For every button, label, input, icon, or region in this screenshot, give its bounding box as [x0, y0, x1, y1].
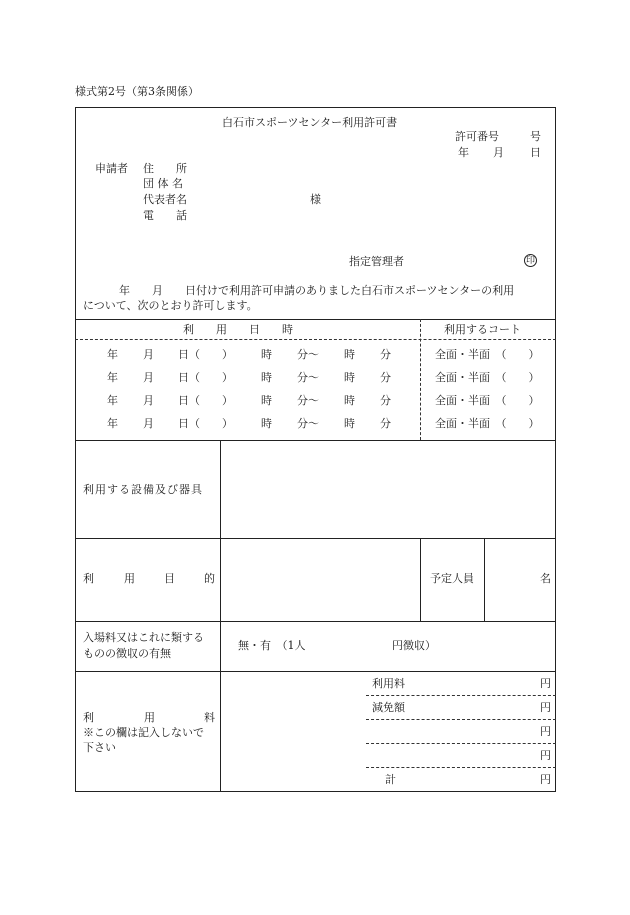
document-title: 白石市スポーツセンター利用許可書 — [222, 116, 398, 129]
schedule-year: 年 — [107, 348, 118, 361]
applicant-label: 申請者 — [95, 162, 128, 175]
divider — [75, 621, 556, 622]
intro-line-2: について、次のとおり許可します。 — [83, 299, 258, 312]
purpose-label-char: 目 — [164, 572, 175, 585]
schedule-start-minute: 分〜 — [297, 417, 319, 430]
divider — [75, 339, 556, 340]
schedule-month: 月 — [143, 394, 154, 407]
schedule-day: 日（ ） — [178, 417, 233, 430]
form-number-label: 様式第2号（第3条関係） — [75, 85, 199, 98]
schedule-month: 月 — [143, 348, 154, 361]
fee-row-unit: 円 — [540, 725, 551, 738]
divider — [366, 767, 556, 768]
schedule-court: 全面・半面 （ ） — [435, 394, 540, 407]
admission-value-tail: 円徴収） — [392, 639, 436, 652]
intro-line-1: 年 月 日付けで利用許可申請のありました白石市スポーツセンターの利用 — [119, 284, 515, 297]
fee-label-char: 料 — [204, 711, 215, 724]
divider — [420, 319, 421, 440]
divider — [366, 743, 556, 744]
divider — [366, 695, 556, 696]
fee-row-label: 減免額 — [372, 701, 405, 714]
fee-note-line-1: ※この欄は記入しないで — [83, 726, 204, 739]
schedule-start-minute: 分〜 — [297, 394, 319, 407]
schedule-start-hour: 時 — [261, 394, 272, 407]
schedule-start-minute: 分〜 — [297, 348, 319, 361]
divider — [366, 719, 556, 720]
schedule-datetime-header: 利 用 日 時 — [183, 323, 293, 336]
schedule-court: 全面・半面 （ ） — [435, 371, 540, 384]
manager-label: 指定管理者 — [349, 255, 404, 268]
schedule-day: 日（ ） — [178, 394, 233, 407]
schedule-start-hour: 時 — [261, 371, 272, 384]
schedule-court-header: 利用するコート — [444, 323, 521, 336]
expected-people-unit: 名 — [540, 572, 551, 585]
fee-row-unit: 円 — [540, 749, 551, 762]
seal-icon: 印 — [525, 256, 535, 266]
fee-row-label: 利用料 — [372, 677, 405, 690]
admission-label-line-1: 入場料又はこれに類する — [83, 631, 204, 644]
divider — [75, 319, 556, 320]
schedule-year: 年 — [107, 371, 118, 384]
fee-row-label: 計 — [385, 773, 396, 786]
purpose-label-char: 用 — [124, 572, 135, 585]
schedule-end-minute: 分 — [380, 371, 391, 384]
schedule-court: 全面・半面 （ ） — [435, 417, 540, 430]
schedule-year: 年 — [107, 394, 118, 407]
applicant-representative-label: 代表者名 — [143, 193, 187, 206]
schedule-day: 日（ ） — [178, 348, 233, 361]
admission-value: 無・有 （1人 — [238, 639, 306, 652]
applicant-phone-label: 電 話 — [143, 209, 187, 222]
applicant-address-label: 住 所 — [143, 162, 187, 175]
fee-note-line-2: 下さい — [83, 741, 116, 754]
divider — [484, 538, 485, 621]
admission-label-line-2: ものの徴収の有無 — [83, 647, 171, 660]
schedule-end-hour: 時 — [344, 417, 355, 430]
schedule-court: 全面・半面 （ ） — [435, 348, 540, 361]
divider — [75, 671, 556, 672]
purpose-label-char: 的 — [204, 572, 215, 585]
schedule-end-hour: 時 — [344, 348, 355, 361]
schedule-end-minute: 分 — [380, 394, 391, 407]
applicant-honorific: 様 — [310, 193, 321, 206]
fee-row-unit: 円 — [540, 701, 551, 714]
schedule-end-minute: 分 — [380, 348, 391, 361]
permit-number-label: 許可番号 — [455, 130, 499, 143]
equipment-label: 利用する設備及び器具 — [83, 483, 203, 496]
divider — [220, 440, 221, 792]
schedule-month: 月 — [143, 371, 154, 384]
schedule-month: 月 — [143, 417, 154, 430]
divider — [75, 440, 556, 441]
fee-label-char: 利 — [83, 711, 94, 724]
schedule-year: 年 — [107, 417, 118, 430]
fee-row-unit: 円 — [540, 773, 551, 786]
schedule-start-hour: 時 — [261, 417, 272, 430]
fee-label-char: 用 — [144, 711, 155, 724]
permit-number-suffix: 号 — [530, 130, 541, 143]
divider — [420, 538, 421, 621]
purpose-label-char: 利 — [83, 572, 94, 585]
schedule-start-hour: 時 — [261, 348, 272, 361]
fee-row-unit: 円 — [540, 677, 551, 690]
applicant-group-label: 団 体 名 — [143, 177, 183, 190]
schedule-end-hour: 時 — [344, 394, 355, 407]
schedule-start-minute: 分〜 — [297, 371, 319, 384]
schedule-end-hour: 時 — [344, 371, 355, 384]
permit-date-month: 月 — [493, 146, 504, 159]
permit-date-day: 日 — [530, 146, 541, 159]
expected-people-label: 予定人員 — [430, 572, 474, 585]
permit-date-year: 年 — [458, 146, 469, 159]
schedule-end-minute: 分 — [380, 417, 391, 430]
schedule-day: 日（ ） — [178, 371, 233, 384]
